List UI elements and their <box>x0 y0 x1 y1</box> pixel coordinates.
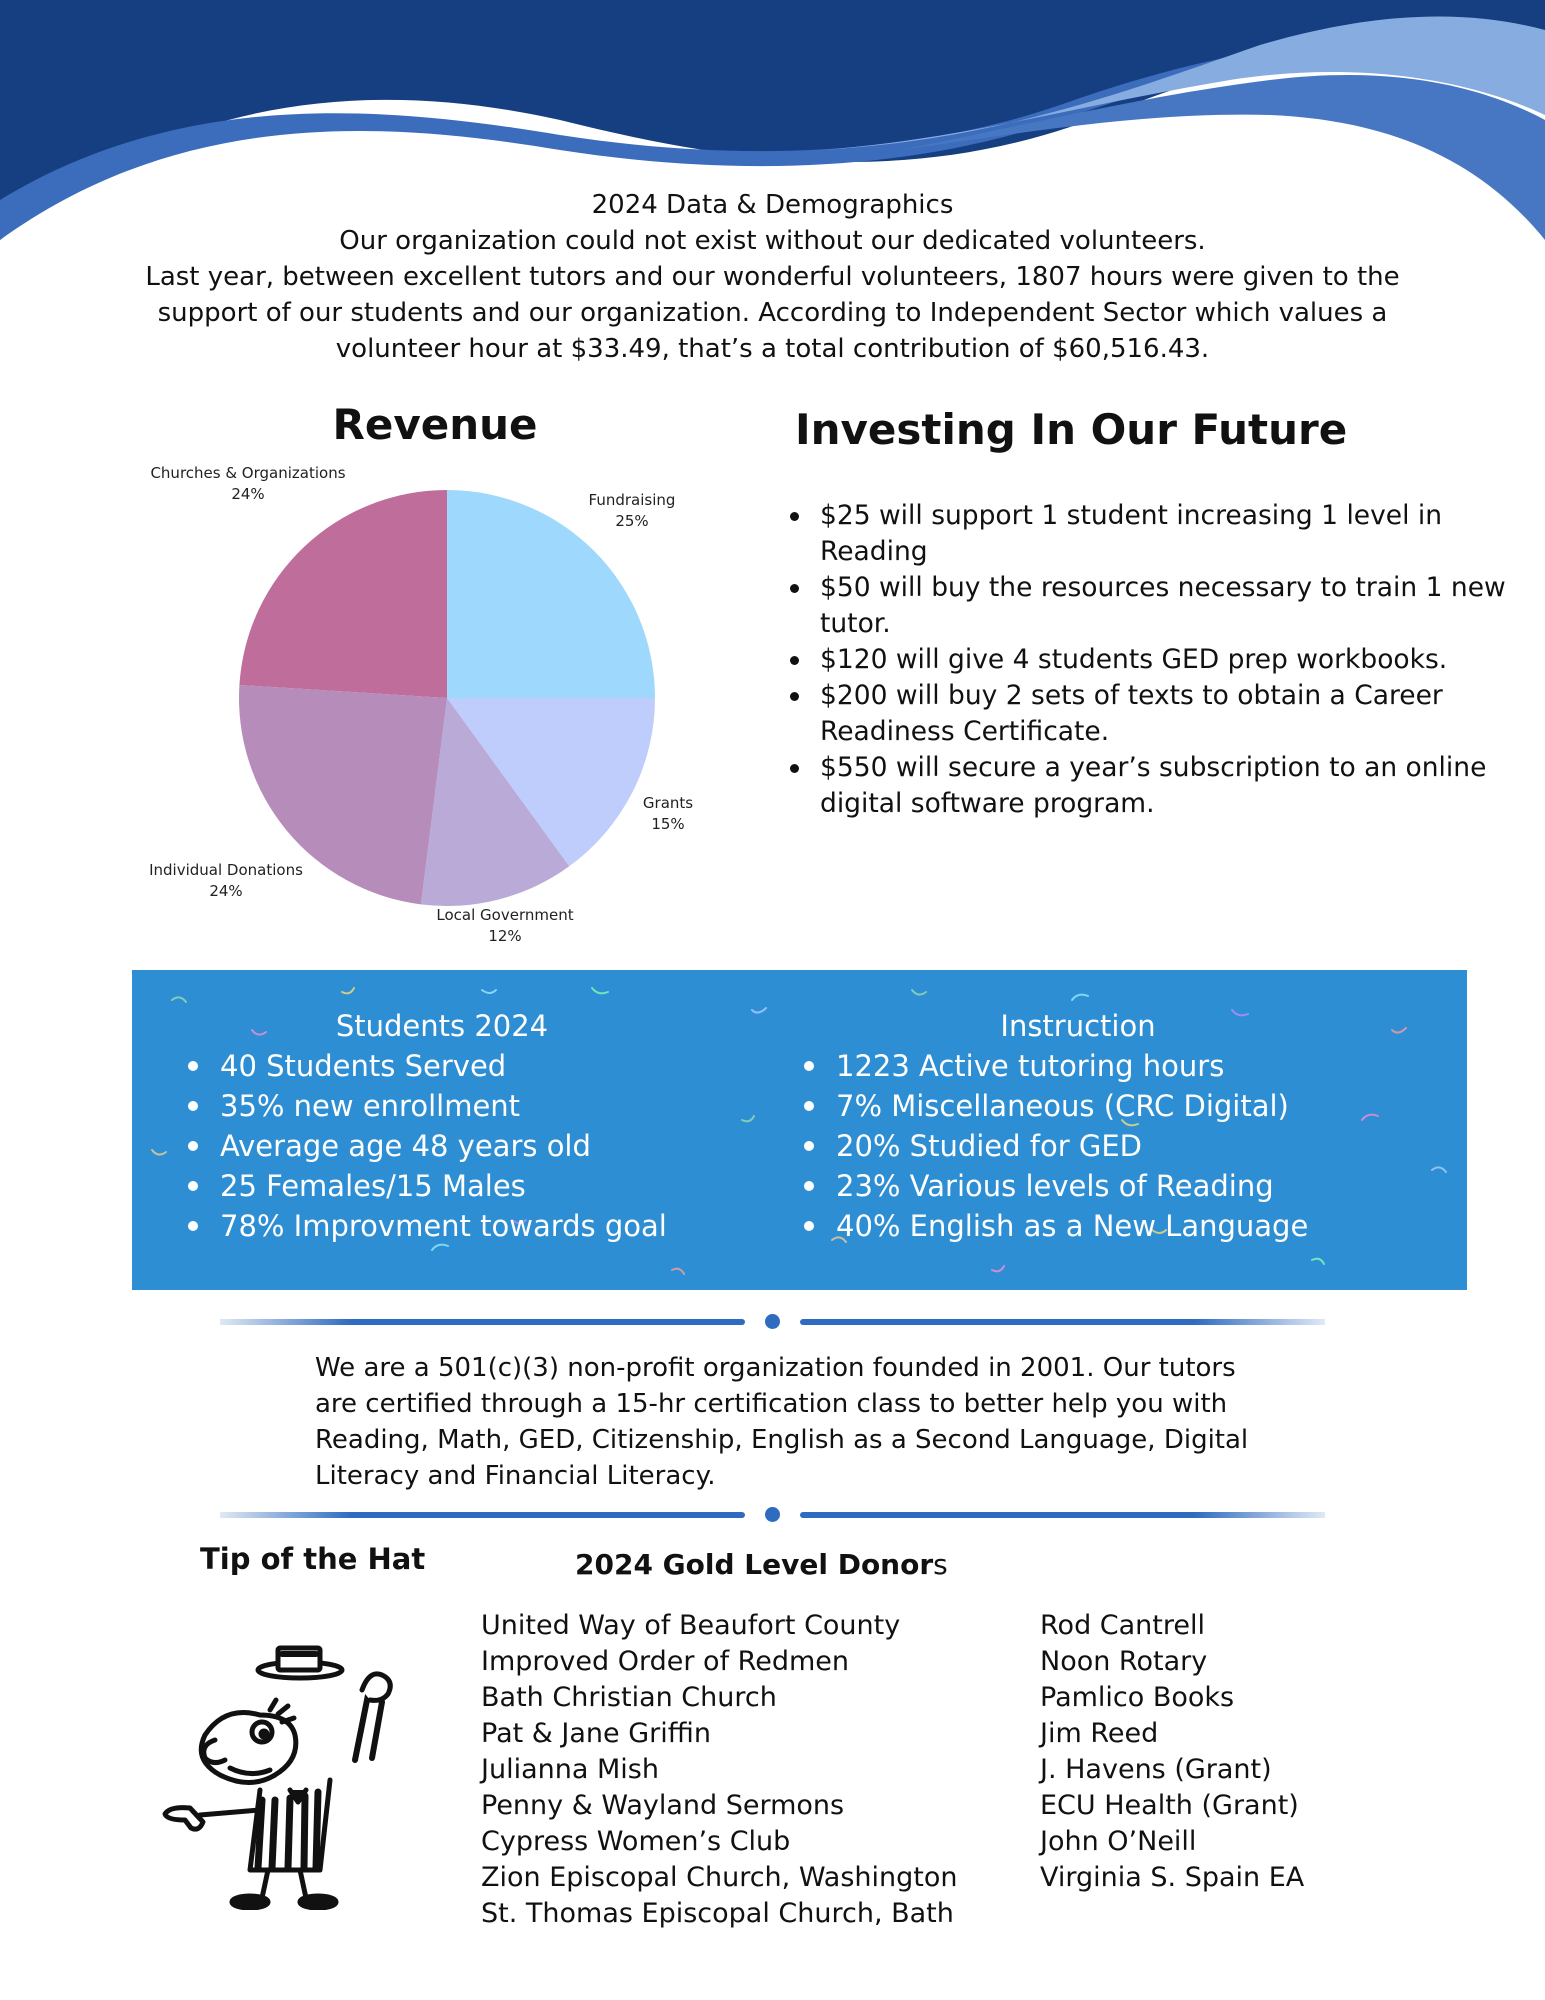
instruction-item: 40% English as a New Language <box>798 1206 1358 1246</box>
hat-tipping-man-illustration <box>150 1640 420 1910</box>
divider-dot <box>765 1507 780 1522</box>
donor-name: St. Thomas Episcopal Church, Bath <box>481 1898 954 1929</box>
section-divider <box>220 1505 1325 1525</box>
students-item: Average age 48 years old <box>182 1126 702 1166</box>
about-section <box>315 1350 1275 1494</box>
donor-name: ECU Health (Grant) <box>1040 1790 1299 1821</box>
pie-label-category: Churches & Organizations <box>150 464 346 482</box>
intro-line: volunteer hour at $33.49, that’s a total contribution of $60,516.43. <box>335 334 1210 364</box>
donors-list-left <box>481 1608 957 1932</box>
investing-item <box>780 678 1520 750</box>
investing-item <box>780 570 1520 642</box>
donors-title-tail: s <box>933 1548 948 1581</box>
donors-title-bold: 2024 Gold Level Donor <box>575 1548 934 1581</box>
about-line: Literacy and Financial Literacy. <box>315 1461 716 1491</box>
instruction-column <box>798 1006 1358 1246</box>
pie-label-category: Grants <box>642 794 694 812</box>
donor-name: Cypress Women’s Club <box>481 1826 791 1857</box>
donors-title <box>575 1548 948 1581</box>
investing-item-line: digital software program. <box>820 788 1155 819</box>
instruction-title: Instruction <box>1000 1009 1156 1043</box>
investing-item-line: Readiness Certificate. <box>820 716 1110 747</box>
investing-item-line: $120 will give 4 students GED prep workbooks. <box>820 644 1448 675</box>
about-line: are certified through a 15-hr certification class to better help you with <box>315 1389 1228 1419</box>
donor-name: Improved Order of Redmen <box>481 1646 849 1677</box>
intro-line: Last year, between excellent tutors and our wonderful volunteers, 1807 hours were given to the <box>145 262 1400 292</box>
pie-label-percent: 15% <box>651 815 685 833</box>
investing-item-line: Reading <box>820 536 928 567</box>
donor-name: Julianna Mish <box>481 1754 659 1785</box>
donor-name: J. Havens (Grant) <box>1040 1754 1272 1785</box>
students-title: Students 2024 <box>335 1009 549 1043</box>
donors-list-right <box>1040 1608 1304 1896</box>
students-item: 35% new enrollment <box>182 1086 702 1126</box>
pie-label-category: Fundraising <box>588 491 676 509</box>
investing-item-line: $200 will buy 2 sets of texts to obtain a Career <box>820 680 1443 711</box>
donor-name: Virginia S. Spain EA <box>1040 1862 1305 1893</box>
section-divider <box>220 1312 1325 1332</box>
pie-label-percent: 12% <box>488 927 522 945</box>
investing-item <box>780 498 1520 570</box>
investing-item-line: $50 will buy the resources necessary to train 1 new <box>820 572 1506 603</box>
stats-panel <box>132 970 1467 1290</box>
pie-label-percent: 24% <box>231 485 265 503</box>
about-line: We are a 501(c)(3) non-profit organization founded in 2001. Our tutors <box>315 1353 1236 1383</box>
revenue-title: Revenue <box>332 400 538 449</box>
donor-name: Penny & Wayland Sermons <box>481 1790 845 1821</box>
pie-label-category: Local Government <box>436 906 574 924</box>
donor-name: Noon Rotary <box>1040 1646 1208 1677</box>
investing-list <box>780 498 1520 822</box>
tip-of-the-hat-title: Tip of the Hat <box>200 1542 426 1576</box>
intro-line: Our organization could not exist without our dedicated volunteers. <box>339 226 1206 256</box>
donor-name: Pat & Jane Griffin <box>481 1718 711 1749</box>
revenue-pie-chart <box>110 450 710 960</box>
donor-name: Jim Reed <box>1040 1718 1159 1749</box>
students-column <box>182 1006 702 1246</box>
intro-section <box>80 187 1465 367</box>
investing-item-line: tutor. <box>820 608 891 639</box>
investing-item <box>780 750 1520 822</box>
pie-label-percent: 25% <box>615 512 649 530</box>
students-item: 25 Females/15 Males <box>182 1166 702 1206</box>
investing-title: Investing In Our Future <box>795 405 1348 454</box>
donor-name: Pamlico Books <box>1040 1682 1235 1713</box>
investing-item <box>780 642 1520 678</box>
investing-item-line: $25 will support 1 student increasing 1 level in <box>820 500 1443 531</box>
students-item: 78% Improvment towards goal <box>182 1206 702 1246</box>
intro-line: support of our students and our organization. According to Independent Sector which values a <box>157 298 1388 328</box>
about-line: Reading, Math, GED, Citizenship, English as a Second Language, Digital <box>315 1425 1249 1455</box>
intro-title: 2024 Data & Demographics <box>591 190 954 220</box>
donor-name: Zion Episcopal Church, Washington <box>481 1862 958 1893</box>
instruction-item: 7% Miscellaneous (CRC Digital) <box>798 1086 1358 1126</box>
instruction-item: 20% Studied for GED <box>798 1126 1358 1166</box>
instruction-item: 1223 Active tutoring hours <box>798 1046 1358 1086</box>
divider-dot <box>765 1314 780 1329</box>
students-list <box>182 1046 702 1246</box>
instruction-list <box>798 1046 1358 1246</box>
donor-name: Rod Cantrell <box>1040 1610 1206 1641</box>
pie-label-percent: 24% <box>209 882 243 900</box>
pie-label-category: Individual Donations <box>149 861 303 879</box>
pie-slice-churches-organizations <box>239 490 447 698</box>
donor-name: John O’Neill <box>1040 1826 1197 1857</box>
students-item: 40 Students Served <box>182 1046 702 1086</box>
donor-name: Bath Christian Church <box>481 1682 777 1713</box>
donor-name: United Way of Beaufort County <box>481 1610 901 1641</box>
investing-item-line: $550 will secure a year’s subscription to an online <box>820 752 1487 783</box>
instruction-item: 23% Various levels of Reading <box>798 1166 1358 1206</box>
